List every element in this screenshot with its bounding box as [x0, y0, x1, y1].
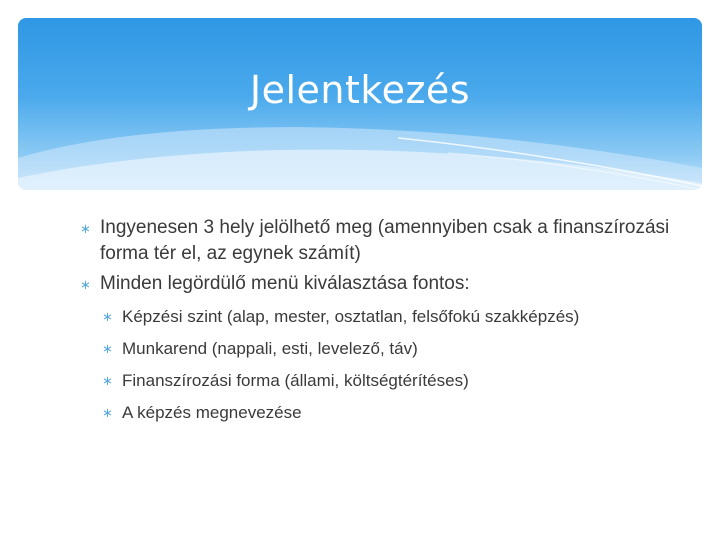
sub-bullet-item	[102, 305, 680, 329]
sub-bullet-text: Finanszírozási forma (állami, költségtérítéses)	[122, 371, 469, 390]
bullet-item	[80, 215, 680, 267]
asterisk-bullet-icon: ∗	[80, 221, 91, 236]
asterisk-bullet-icon: ∗	[102, 405, 113, 420]
asterisk-bullet-icon: ∗	[102, 341, 113, 356]
sub-bullet-text: Képzési szint (alap, mester, osztatlan, felsőfokú szakképzés)	[122, 307, 580, 326]
sub-bullet-text: A képzés megnevezése	[122, 403, 302, 422]
bullet-text: Minden legördülő menü kiválasztása fontos:	[100, 273, 470, 294]
asterisk-bullet-icon: ∗	[102, 373, 113, 388]
sub-bullet-item	[102, 337, 680, 361]
bullet-item	[80, 271, 680, 297]
title-banner	[18, 18, 702, 190]
sub-bullet-list	[80, 305, 680, 425]
sub-bullet-item	[102, 369, 680, 393]
bullet-list	[80, 215, 680, 433]
asterisk-bullet-icon: ∗	[80, 277, 91, 292]
bullet-text: Ingyenesen 3 hely jelölhető meg (amennyiben csak a finanszírozási forma tér el, az egynek számít)	[100, 217, 670, 264]
sub-bullet-text: Munkarend (nappali, esti, levelező, táv)	[122, 339, 418, 358]
sub-bullet-item	[102, 401, 680, 425]
slide-title: Jelentkezés	[249, 68, 471, 112]
asterisk-bullet-icon: ∗	[102, 309, 113, 324]
